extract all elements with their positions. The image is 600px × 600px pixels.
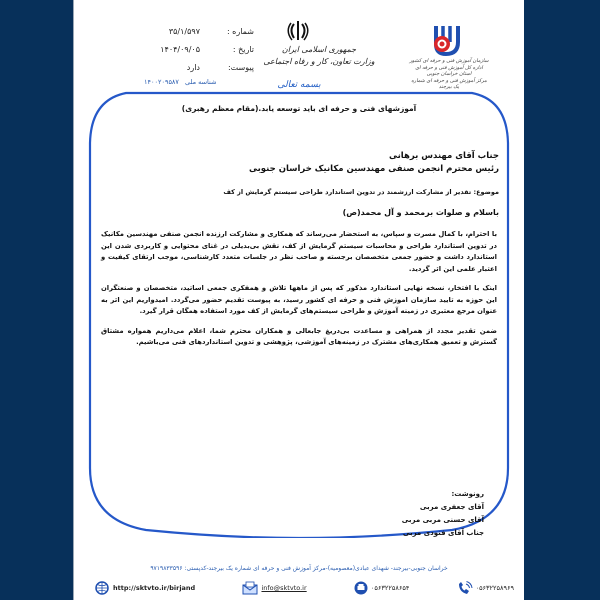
org-line: مرکز آموزش فنی و حرفه ای شماره یک بیرجند (411, 77, 487, 90)
salutation: باسلام و صلوات برمحمد و آل محمد(ص) (342, 208, 499, 217)
footer-contacts (94, 578, 514, 598)
org-line: سازمان آموزش فنی و حرفه ای کشور (409, 58, 489, 64)
globe-icon (94, 581, 110, 595)
fax-number: ۰۵۶۳۲۲۵۸۶۵۴ (370, 584, 410, 592)
national-id (144, 78, 216, 86)
besmeh-taala: بسمه تعالی (274, 80, 324, 90)
recipient-name: جناب آقای مهندس برهانی (388, 151, 499, 161)
email-link[interactable]: info@sktvto.ir (261, 584, 307, 592)
meta-label: پیوست: (227, 62, 254, 72)
organization-name (409, 58, 489, 91)
footer-address: خراسان جنوبی-بیرجند- شهدای عبادی(معصومیه)-مرکز آموزش فنی و حرفه ای شماره یک بیرجند-کدپستی: ۹۷۱۹۸۳۳۵۹۶ (150, 565, 448, 572)
meta-label: تاریخ : (232, 44, 254, 54)
fax-contact (354, 581, 409, 595)
carbon-copy (364, 488, 484, 540)
cc-item: آقای حسنی مربی مربی (401, 516, 484, 524)
website-contact[interactable] (94, 581, 195, 595)
ministry-line: وزارت تعاون، کار و رفاه اجتماعی (263, 57, 375, 66)
cc-item: جناب آقای فنودی مربی (402, 529, 484, 537)
letter-page (73, 0, 524, 600)
meta-label: شماره : (226, 26, 254, 36)
ministry-line: جمهوری اسلامی ایران (281, 45, 357, 54)
meta-value: ۱۴۰۴/۰۹/۰۵ (160, 44, 200, 54)
national-id-label: شناسه ملی (185, 78, 217, 86)
paragraph: با احترام، با کمال مسرت و سپاس، به استحضار می‌رساند که همکاری و مشارکت ارزنده انجمن صنفی مهندسین مکانیک در تدوین استاندارد طراحی و محاسبات سیستم گرمایش از کف، نقش بی‌بدیلی در غنای محتوایی و کاربردی شدن این استاندارد داشت و حضور جمعی متخصصان برجسته و صاحب نظر در جلسات متعدد کارشناسی، موجب ارتقای کیفیت و اعتبار علمی این اثر گردید. (101, 230, 497, 273)
recipient-title: رئیس محترم انجمن صنفی مهندسین مکانیک خراسان جنوبی (249, 164, 499, 174)
email-contact[interactable] (242, 581, 306, 595)
envelope-icon (242, 581, 258, 595)
meta-value: دارد (186, 62, 200, 72)
leader-quote: آموزشهای فنی و حرفه ای باید توسعه یابد.(مقام معظم رهبری) (181, 104, 417, 113)
paragraph: اینک با افتخار، نسخه نهایی استاندارد مذکور که پس از ماهها تلاش و همفکری جمعی اساتید، متخصصان و صنعتگران این حوزه به تایید سازمان اموزش فنی و حرفه ای کشور رسید، به پیوست تقدیم حضور می‌گردد. امیدواریم این اثر به عنوان مرجع معتبری در زمینه آموزش و طراحی سیستم‌های گرمایش از کف مورد استفاده همگان قرار گیرد. (101, 284, 497, 315)
fax-icon (354, 581, 368, 595)
ministry-name (254, 44, 384, 68)
website-link[interactable]: http://sktvto.ir/birjand (113, 584, 196, 592)
cc-item: آقای جعفری مربی (419, 503, 484, 511)
phone-contact (457, 581, 514, 595)
letter-meta (104, 22, 254, 76)
phone-number: ۰۵۶۳۲۲۵۸۹۶۹ (475, 584, 514, 592)
paragraph: ضمن تقدیر مجدد از همراهی و مساعدت بی‌دریغ جابعالی و همکاران محترم شما، اعلام می‌داریم همواره مشتاق گسترش و تعمیق همکاری‌های مشترک در زمینه‌های آموزشی، پژوهشی و تدوین استانداردهای فنی می‌باشیم. (101, 326, 497, 346)
national-id-value: ۱۴۰۰۲۰۹۵۸۷ (144, 78, 179, 86)
phone-icon (457, 581, 473, 595)
meta-date (104, 40, 254, 58)
org-line: اداره کل آموزش فنی و حرفه ای استان خراسان جنوبی (415, 64, 483, 77)
meta-number (104, 22, 254, 40)
letter-body (99, 150, 499, 349)
meta-value: ۳۵/۱/۵۹۷ (168, 26, 200, 36)
letter-subject: موضوع: تقدیر از مشارکت ارزشمند در تدوین استاندارد طراحی سیستم گرمایش از کف (223, 188, 499, 196)
meta-attachment (104, 58, 254, 76)
cc-label: رونوشت: (451, 490, 484, 498)
tvto-logo-icon (424, 22, 468, 56)
iran-emblem-icon (286, 20, 310, 42)
